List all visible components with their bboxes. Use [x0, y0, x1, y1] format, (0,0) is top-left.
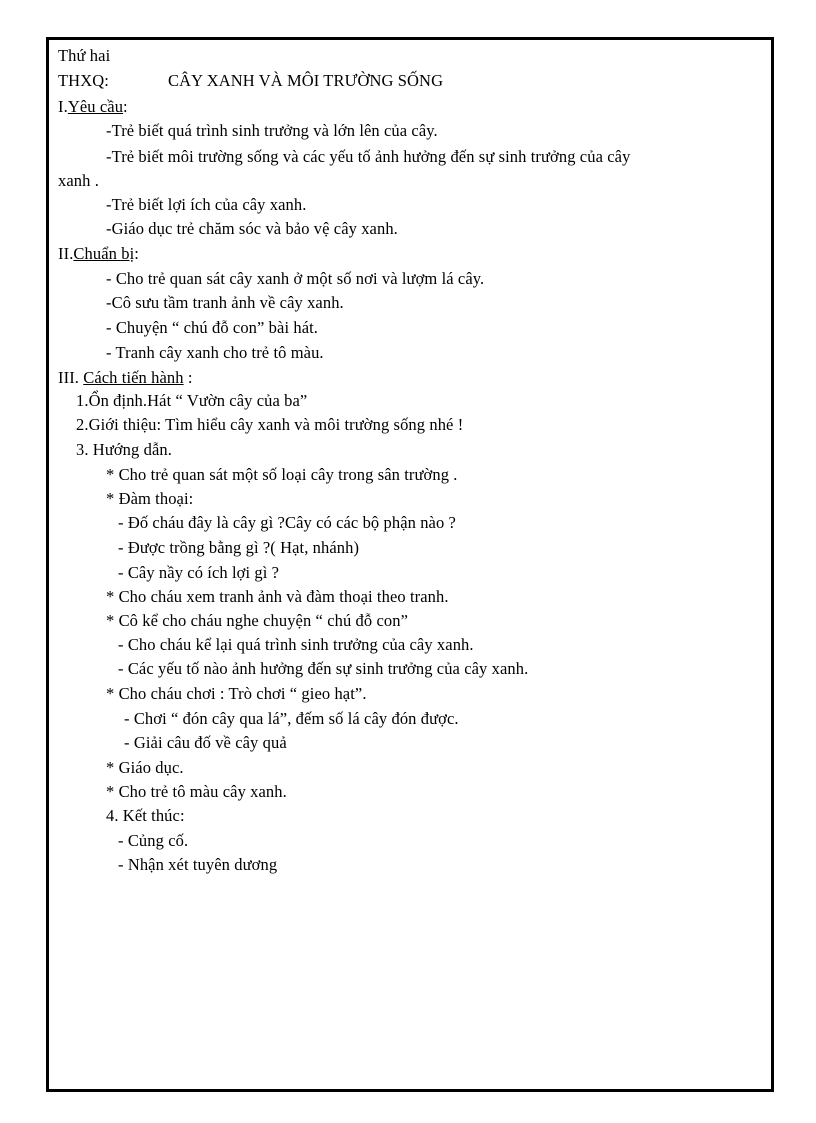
- section-2-suffix: :: [134, 244, 139, 263]
- day-label: Thứ hai: [58, 46, 111, 65]
- list-item: 2.Giới thiệu: Tìm hiểu cây xanh và môi trường sống nhé !: [76, 415, 464, 434]
- list-item: * Cô kể cho cháu nghe chuyện “ chú đỗ con”: [106, 611, 409, 630]
- section-2-title: Chuẩn bị: [73, 244, 135, 263]
- section-1-prefix: I.: [58, 97, 68, 116]
- list-item: * Cho cháu xem tranh ảnh và đàm thoại theo tranh.: [106, 587, 449, 606]
- list-item: 4. Kết thúc:: [106, 806, 185, 825]
- list-item: -Giáo dục trẻ chăm sóc và bảo vệ cây xanh.: [106, 219, 398, 238]
- section-1-title: Yêu cầu: [67, 97, 124, 116]
- list-item: - Được trồng bằng gì ?( Hạt, nhánh): [118, 538, 360, 557]
- section-3-suffix: :: [183, 368, 193, 387]
- section-3-heading: [58, 368, 193, 388]
- section-3-prefix: III.: [58, 368, 84, 387]
- section-2-prefix: II.: [58, 244, 74, 263]
- list-item: -Trẻ biết môi trường sống và các yếu tố ảnh hưởng đến sự sinh trưởng của cây: [106, 147, 631, 166]
- list-item: * Giáo dục.: [106, 758, 184, 777]
- list-item: - Cho trẻ quan sát cây xanh ở một số nơi và lượm lá cây.: [106, 269, 485, 288]
- list-item: * Đàm thoại:: [106, 489, 194, 508]
- list-item: - Giải câu đố về cây quả: [124, 733, 287, 752]
- list-item: - Tranh cây xanh cho trẻ tô màu.: [106, 343, 324, 362]
- list-item: -Trẻ biết lợi ích của cây xanh.: [106, 195, 307, 214]
- section-1-heading: [58, 97, 128, 117]
- list-item: - Cây nầy có ích lợi gì ?: [118, 563, 280, 582]
- list-item: - Nhận xét tuyên dương: [118, 855, 278, 874]
- subject-label: THXQ:: [58, 71, 109, 90]
- list-item: - Đố cháu đây là cây gì ?Cây có các bộ phận nào ?: [118, 513, 456, 532]
- list-item: 3. Hướng dẫn.: [76, 440, 172, 459]
- section-3-title: Cách tiến hành: [83, 368, 184, 387]
- list-item: * Cho cháu chơi : Trò chơi “ gieo hạt”.: [106, 684, 367, 703]
- section-1-suffix: :: [123, 97, 128, 116]
- list-item: xanh .: [58, 171, 99, 190]
- list-item: -Cô sưu tầm tranh ảnh về cây xanh.: [106, 293, 344, 312]
- list-item: * Cho trẻ quan sát một số loại cây trong sân trường .: [106, 465, 458, 484]
- list-item: - Cho cháu kể lại quá trình sinh trưởng của cây xanh.: [118, 635, 474, 654]
- list-item: 1.Ổn định.Hát “ Vườn cây của ba”: [76, 391, 308, 410]
- list-item: * Cho trẻ tô màu cây xanh.: [106, 782, 287, 801]
- list-item: - Chơi “ đón cây qua lá”, đếm số lá cây đón được.: [124, 709, 459, 728]
- list-item: -Trẻ biết quá trình sinh trưởng và lớn lên của cây.: [106, 121, 438, 140]
- list-item: - Củng cố.: [118, 831, 189, 850]
- lesson-title: CÂY XANH VÀ MÔI TRƯỜNG SỐNG: [168, 71, 444, 90]
- list-item: - Chuyện “ chú đỗ con” bài hát.: [106, 318, 319, 337]
- section-2-heading: [58, 244, 139, 264]
- list-item: - Các yếu tố nào ảnh hưởng đến sự sinh trưởng của cây xanh.: [118, 659, 529, 678]
